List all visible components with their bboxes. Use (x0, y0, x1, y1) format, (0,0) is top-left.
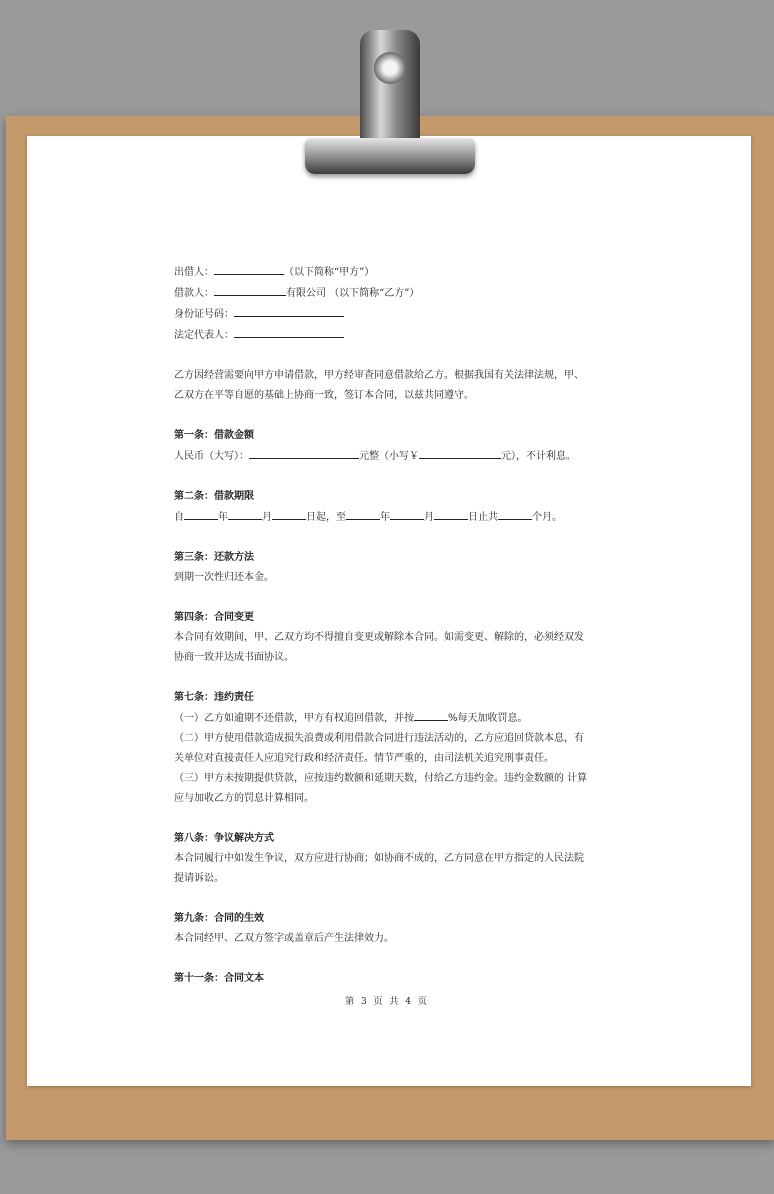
article-4-title: 第四条：合同变更 (174, 612, 254, 623)
clip-bar (305, 138, 475, 174)
months-label: 个月。 (532, 512, 562, 523)
contract-body (174, 262, 606, 989)
day-to-label: 日起，至 (306, 512, 346, 523)
id-label: 身份证号码： (174, 309, 234, 320)
blank (498, 507, 532, 520)
article-7-item-1 (174, 708, 606, 729)
article-8-body-2: 提请诉讼。 (174, 873, 224, 884)
lender-note: （以下简称“甲方”） (284, 267, 375, 278)
amount-blank (419, 446, 501, 459)
article-2-body (174, 507, 606, 528)
clip-hole (374, 52, 406, 84)
lender-blank (214, 262, 284, 275)
article-8-title: 第八条：争议解决方式 (174, 833, 274, 844)
lender-line (174, 262, 606, 283)
blank (272, 507, 306, 520)
from-label: 自 (174, 512, 184, 523)
blank (228, 507, 262, 520)
article-1-body (174, 446, 606, 467)
article-9-title: 第九条：合同的生效 (174, 913, 264, 924)
article-11-title: 第十一条：合同文本 (174, 973, 264, 984)
blank (434, 507, 468, 520)
item-1-suffix: %每天加收罚息。 (448, 713, 528, 724)
intro-line-2: 乙双方在平等自愿的基础上协商一致，签订本合同，以兹共同遵守。 (174, 390, 474, 401)
page-number: 第 3 页 共 4 页 (345, 997, 429, 1007)
article-7-item-3a: （三）甲方未按期提供贷款，应按违约数额和延期天数，付给乙方违约金。违约金数额的 计算 (174, 773, 588, 784)
blank (346, 507, 380, 520)
rmb-label: 人民币（大写）： (174, 451, 249, 462)
blank (390, 507, 424, 520)
no-interest-text: 元），不计利息。 (501, 451, 576, 462)
article-1-title: 第一条：借款金额 (174, 430, 254, 441)
borrower-note: （以下简称“乙方”） (329, 288, 420, 299)
article-9-body: 本合同经甲、乙双方签字或盖章后产生法律效力。 (174, 933, 394, 944)
year2-label: 年 (380, 512, 390, 523)
rmb-blank (249, 446, 359, 459)
borrower-label: 借款人： (174, 288, 214, 299)
article-3-body: 到期一次性归还本金。 (174, 572, 274, 583)
article-7-item-2b: 关单位对直接责任人应追究行政和经济责任。情节严重的，由司法机关追究刑事责任。 (174, 753, 554, 764)
month2-label: 月 (424, 512, 434, 523)
intro-line-1: 乙方因经营需要向甲方申请借款，甲方经审查同意借款给乙方。根据我国有关法律法规，甲、 (174, 370, 584, 381)
article-7-item-3b: 应与加收乙方的罚息计算相同。 (174, 793, 314, 804)
rep-blank (234, 325, 344, 338)
yuan-small-label: 元整（小写￥ (359, 451, 419, 462)
id-line (174, 304, 606, 325)
borrower-mid: 有限公司 (286, 288, 326, 299)
binder-clip-icon (360, 30, 420, 142)
id-blank (234, 304, 344, 317)
article-4-body-2: 协商一致并达成书面协议。 (174, 652, 294, 663)
article-7-item-2a: （二）甲方使用借款造成损失浪费或利用借款合同进行违法活动的，乙方应追回贷款本息，有 (174, 733, 584, 744)
article-3-title: 第三条：还款方法 (174, 552, 254, 563)
lender-label: 出借人： (174, 267, 214, 278)
item-1-text: （一）乙方如逾期不还借款，甲方有权追回借款，并按 (174, 713, 414, 724)
rep-line (174, 325, 606, 346)
article-2-title: 第二条：借款期限 (174, 491, 254, 502)
article-7-title: 第七条：违约责任 (174, 692, 254, 703)
year-label: 年 (218, 512, 228, 523)
rep-label: 法定代表人： (174, 330, 234, 341)
borrower-line (174, 283, 606, 304)
month-label: 月 (262, 512, 272, 523)
article-8-body-1: 本合同履行中如发生争议，双方应进行协商；如协商不成的，乙方同意在甲方指定的人民法院 (174, 853, 584, 864)
penalty-rate-blank (414, 708, 448, 721)
borrower-blank (214, 283, 286, 296)
blank (184, 507, 218, 520)
day-total-label: 日止共 (468, 512, 498, 523)
article-4-body-1: 本合同有效期间，甲、乙双方均不得擅自变更或解除本合同。如需变更、解除的，必须经双发 (174, 632, 584, 643)
